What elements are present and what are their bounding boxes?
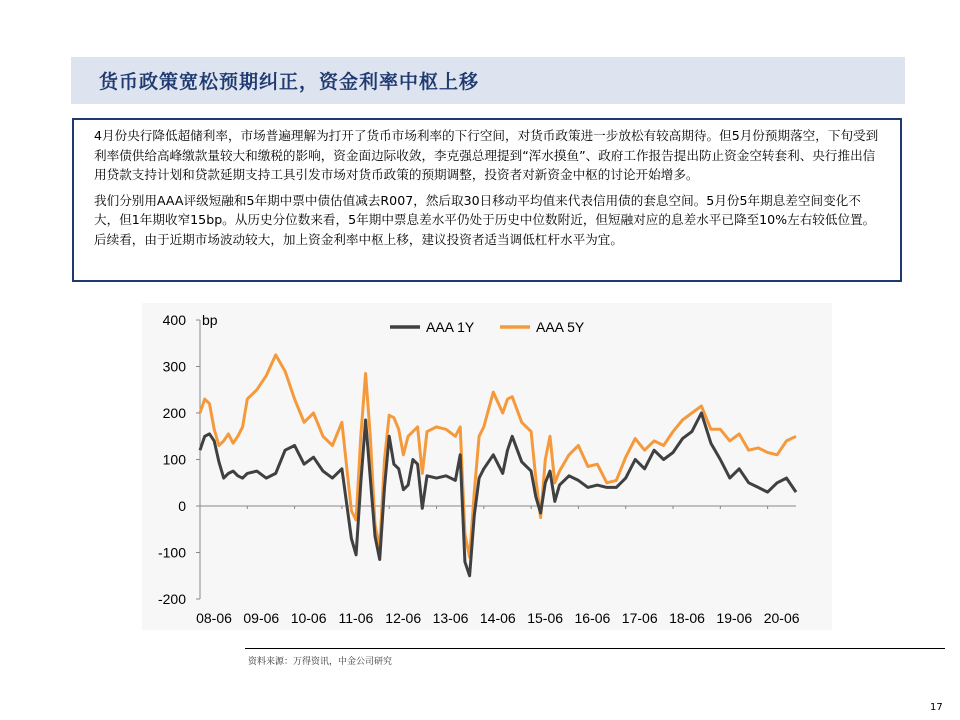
y-tick-label: 400 <box>162 312 186 328</box>
x-tick-label: 18-06 <box>669 610 705 626</box>
x-tick-label: 10-06 <box>290 610 327 626</box>
page-title: 货币政策宽松预期纠正，资金利率中枢上移 <box>99 71 480 93</box>
summary-box <box>72 118 902 282</box>
y-tick-label: 0 <box>178 498 186 514</box>
source-note: 资料来源：万得资讯，中金公司研究 <box>248 657 393 667</box>
y-axis-label: bp <box>202 312 218 328</box>
x-tick-label: 16-06 <box>574 610 611 626</box>
x-tick-label: 15-06 <box>527 610 564 626</box>
series-line-aaa-5y <box>200 355 796 557</box>
summary-paragraph-1: 4月份央行降低超储利率，市场普遍理解为打开了货币市场利率的下行空间，对货币政策进一步放松有较高期待。但5月份预期落空，下旬受到利率债供给高峰缴款量较大和缴税的影响，资金面边际收敛，李克强总理提到“浑水摸鱼”、政府工作报告提出防止资金空转套利、央行推出信用贷款支持计划和贷款延期支持工具引发市场对货币政策的预期调整，投资者对新资金中枢的讨论开始增多。 <box>94 128 879 182</box>
x-tick-label: 14-06 <box>479 610 516 626</box>
line-chart <box>142 303 832 630</box>
y-tick-label: 200 <box>162 405 186 421</box>
x-tick-label: 19-06 <box>716 610 753 626</box>
source-divider <box>245 648 945 649</box>
x-tick-label: 12-06 <box>385 610 422 626</box>
legend-label: AAA 5Y <box>536 319 585 335</box>
x-tick-label: 20-06 <box>763 610 800 626</box>
summary-paragraph-2: 我们分别用AAA评级短融和5年期中票中债估值减去R007，然后取30日移动平均值来代表信用债的套息空间。5月份5年期息差空间变化不大，但1年期收窄15bp。从历史分位数来看，5年期中票息差水平仍处于历史中位数附近，但短融对应的息差水平已降至10%左右较低位置。后续看，由于近期市场波动较大，加上资金利率中枢上移，建议投资者适当调低杠杆水平为宜。 <box>94 192 876 247</box>
page-number: 17 <box>930 702 943 713</box>
y-tick-label: -100 <box>157 544 186 561</box>
x-tick-label: 11-06 <box>338 610 374 626</box>
y-tick-label: -200 <box>157 591 186 607</box>
x-tick-label: 13-06 <box>432 610 469 626</box>
series-line-aaa-1y <box>200 413 796 576</box>
x-tick-label: 08-06 <box>196 610 232 626</box>
title-bar <box>71 57 905 104</box>
y-tick-label: 100 <box>162 451 186 468</box>
legend-label: AAA 1Y <box>426 319 475 335</box>
y-tick-label: 300 <box>162 358 186 375</box>
chart-area <box>142 303 832 630</box>
x-tick-label: 09-06 <box>243 610 280 626</box>
x-tick-label: 17-06 <box>621 610 658 626</box>
